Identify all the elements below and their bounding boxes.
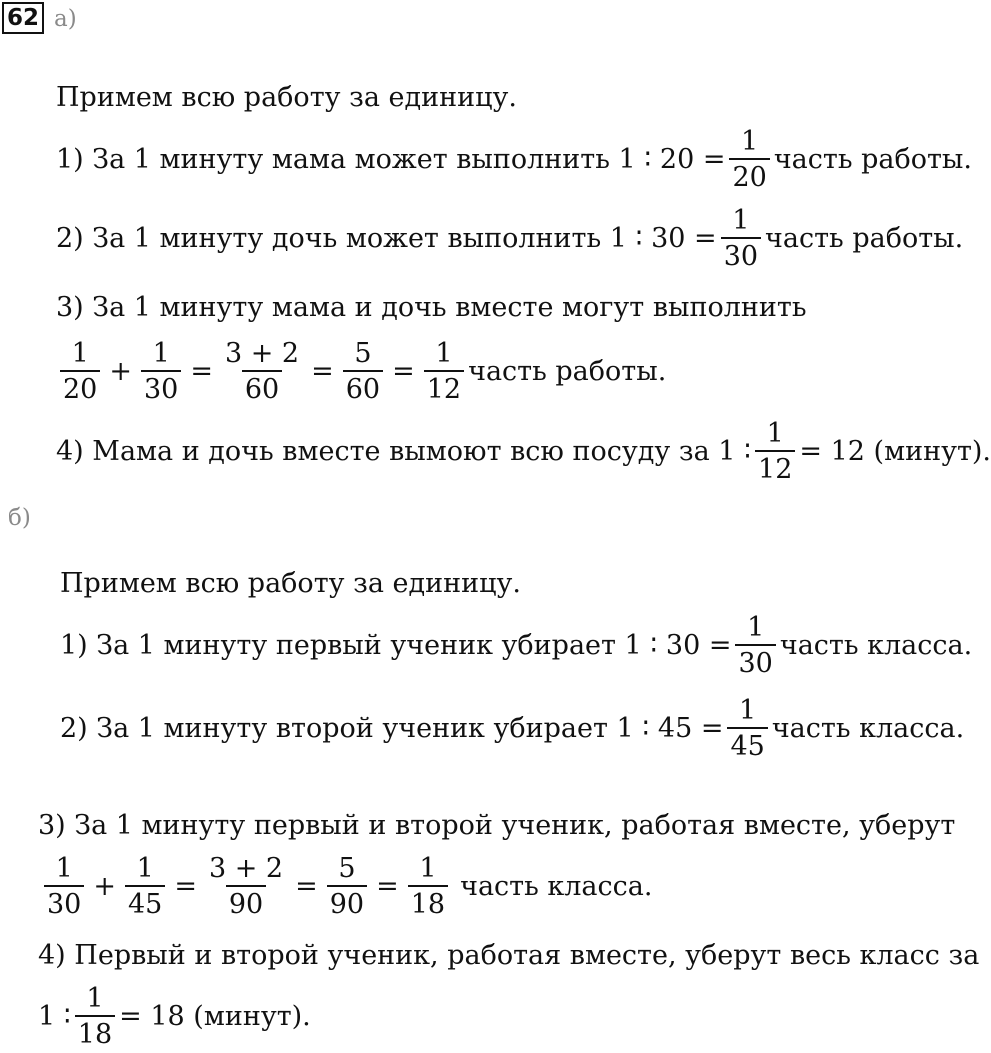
fraction	[424, 340, 464, 403]
fraction	[755, 420, 795, 483]
fraction	[75, 985, 115, 1048]
fraction	[727, 697, 767, 760]
fraction	[222, 340, 302, 403]
equals-sign: =	[376, 871, 399, 902]
step-text-end: часть класса.	[779, 630, 973, 661]
numerator: 1	[136, 853, 154, 884]
part-a-intro: Примем всю работу за единицу.	[56, 82, 517, 113]
part-a-step-1	[56, 128, 972, 191]
numerator: 1	[766, 418, 784, 449]
part-b-step-1	[60, 614, 972, 677]
part-a-step-4	[56, 420, 991, 483]
step-text-end: часть работы.	[773, 144, 973, 175]
denominator: 60	[242, 370, 282, 403]
fraction	[408, 855, 448, 918]
fraction	[44, 855, 84, 918]
numerator: 5	[338, 853, 356, 884]
fraction	[327, 855, 367, 918]
step-text: 2) За 1 минуту второй ученик убирает 1 ∶ 45 =	[60, 713, 724, 744]
part-b-step-3-equation	[40, 855, 652, 918]
numerator: 1	[152, 338, 170, 369]
denominator: 45	[727, 727, 767, 760]
part-b-step-3-text: 3) За 1 минуту первый и второй ученик, работая вместе, уберут	[38, 810, 956, 841]
part-b-step-2	[60, 697, 964, 760]
numerator: 3 + 2	[208, 853, 284, 884]
denominator: 12	[755, 450, 795, 483]
fraction	[729, 128, 769, 191]
part-a-step-2	[56, 207, 963, 270]
equals-sign: =	[174, 871, 197, 902]
denominator: 30	[735, 644, 775, 677]
numerator: 1	[732, 205, 750, 236]
numerator: 3 + 2	[224, 338, 300, 369]
step-text: 4) Мама и дочь вместе вымоют всю посуду за 1 ∶	[56, 436, 752, 467]
part-b-intro: Примем всю работу за единицу.	[60, 568, 521, 599]
numerator: 1	[419, 853, 437, 884]
denominator: 30	[141, 370, 181, 403]
numerator: 1	[55, 853, 73, 884]
numerator: 1	[71, 338, 89, 369]
denominator: 90	[327, 885, 367, 918]
denominator: 90	[226, 885, 266, 918]
numerator: 1	[747, 612, 765, 643]
equals-sign: =	[190, 356, 213, 387]
denominator: 12	[424, 370, 464, 403]
step-text: 1) За 1 минуту мама может выполнить 1 ∶ 20 =	[56, 144, 726, 175]
denominator: 18	[75, 1015, 115, 1048]
step-text: 2) За 1 минуту дочь может выполнить 1 ∶ 30 =	[56, 223, 717, 254]
equals-sign: =	[392, 356, 415, 387]
step-text-end: = 12 (минут).	[799, 436, 991, 467]
step-text-end: часть класса.	[771, 713, 965, 744]
denominator: 30	[44, 885, 84, 918]
denominator: 20	[60, 370, 100, 403]
part-b-step-4-equation	[38, 985, 311, 1048]
fraction	[125, 855, 165, 918]
plus-sign: +	[109, 356, 132, 387]
problem-number-badge: 62	[2, 2, 44, 34]
denominator: 18	[408, 885, 448, 918]
numerator: 1	[86, 983, 104, 1014]
denominator: 60	[343, 370, 383, 403]
equals-sign: =	[311, 356, 334, 387]
part-b-step-4-text: 4) Первый и второй ученик, работая вместе, уберут весь класс за	[38, 940, 980, 971]
part-a-step-3-text: 3) За 1 минуту мама и дочь вместе могут выполнить	[56, 292, 807, 323]
fraction	[735, 614, 775, 677]
fraction	[141, 340, 181, 403]
numerator: 1	[435, 338, 453, 369]
step-text-end: часть работы.	[765, 223, 964, 254]
step-text-end: часть класса.	[460, 871, 653, 902]
numerator: 1	[741, 126, 759, 157]
step-text: 1) За 1 минуту первый ученик убирает 1 ∶ 30 =	[60, 630, 732, 661]
denominator: 30	[721, 237, 761, 270]
denominator: 45	[125, 885, 165, 918]
equals-sign: =	[295, 871, 318, 902]
part-b-label: б)	[8, 505, 31, 531]
fraction	[206, 855, 286, 918]
step-text: 1 ∶	[38, 1001, 71, 1032]
step-text-end: часть работы.	[468, 356, 667, 387]
numerator: 5	[354, 338, 372, 369]
step-text-end: = 18 (минут).	[119, 1001, 311, 1032]
part-a-label: а)	[54, 6, 77, 32]
numerator: 1	[739, 695, 757, 726]
fraction	[60, 340, 100, 403]
fraction	[721, 207, 761, 270]
fraction	[343, 340, 383, 403]
denominator: 20	[729, 158, 769, 191]
plus-sign: +	[93, 871, 116, 902]
part-a-step-3-equation	[56, 340, 666, 403]
